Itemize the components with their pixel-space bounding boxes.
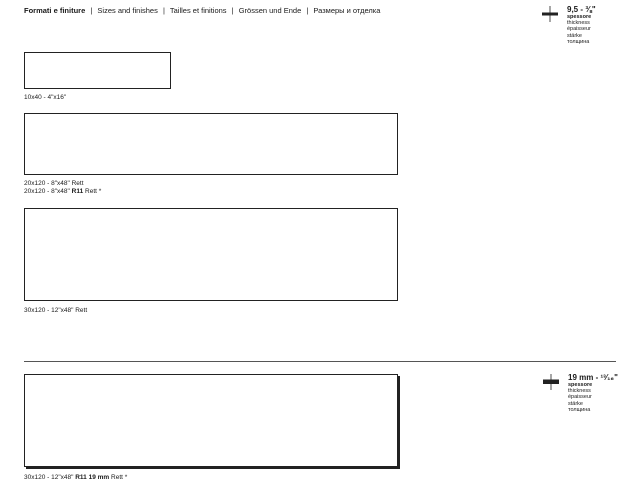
tile-caption: 10x40 - 4"x16" bbox=[24, 94, 67, 101]
header-lang-ru: Размеры и отделка bbox=[313, 6, 381, 15]
thickness-labels bbox=[568, 382, 592, 413]
caption-text: 30x120 - 12"x48" bbox=[24, 474, 76, 481]
thickness-value: 9,5 - ⅜" bbox=[567, 5, 596, 14]
thickness-icon bbox=[541, 5, 559, 23]
thickness-label: spessore bbox=[568, 382, 593, 388]
thickness-label: épaisseur bbox=[567, 26, 591, 33]
thickness-label: толщина bbox=[568, 406, 591, 413]
section-divider bbox=[24, 361, 616, 362]
header-lang-fr: Tailles et finitions bbox=[169, 6, 227, 15]
thickness-label: spessore bbox=[567, 14, 592, 20]
caption-text: Rett * bbox=[109, 474, 128, 481]
header-separator: | bbox=[306, 6, 309, 15]
tile-20x120 bbox=[24, 113, 398, 175]
tile-caption: 30x120 - 12"x48" Rett bbox=[24, 307, 88, 314]
tile-caption-r11-19mm bbox=[24, 474, 127, 482]
tile-30x120-19mm bbox=[24, 374, 398, 467]
tile-caption: 20x120 - 8"x48" Rett bbox=[24, 180, 84, 187]
header-separator: | bbox=[162, 6, 165, 15]
header-separator: | bbox=[90, 6, 93, 15]
tile-10x40 bbox=[24, 52, 171, 89]
header-separator: | bbox=[231, 6, 234, 15]
header-title: Formati e finiture bbox=[24, 6, 86, 15]
page-header bbox=[24, 6, 380, 15]
tile-30x120 bbox=[24, 208, 398, 301]
thickness-icon bbox=[542, 373, 560, 391]
thickness-label: thickness bbox=[567, 20, 590, 27]
header-lang-en: Sizes and finishes bbox=[97, 6, 158, 15]
tile-caption-r11 bbox=[24, 188, 101, 196]
caption-bold: R11 19 mm bbox=[75, 474, 110, 481]
thickness-value: 19 mm - ¹³⁄₁₆" bbox=[568, 373, 618, 382]
caption-text: Rett * bbox=[83, 188, 102, 195]
caption-bold: R11 bbox=[71, 188, 84, 195]
thickness-label: épaisseur bbox=[568, 394, 592, 401]
thickness-label: stärke bbox=[567, 32, 582, 39]
thickness-labels bbox=[567, 14, 591, 45]
thickness-label: толщина bbox=[567, 38, 590, 45]
thickness-label: thickness bbox=[568, 388, 591, 395]
caption-text: 20x120 - 8"x48" bbox=[24, 188, 72, 195]
thickness-label: stärke bbox=[568, 400, 583, 407]
header-lang-de: Grössen und Ende bbox=[238, 6, 302, 15]
